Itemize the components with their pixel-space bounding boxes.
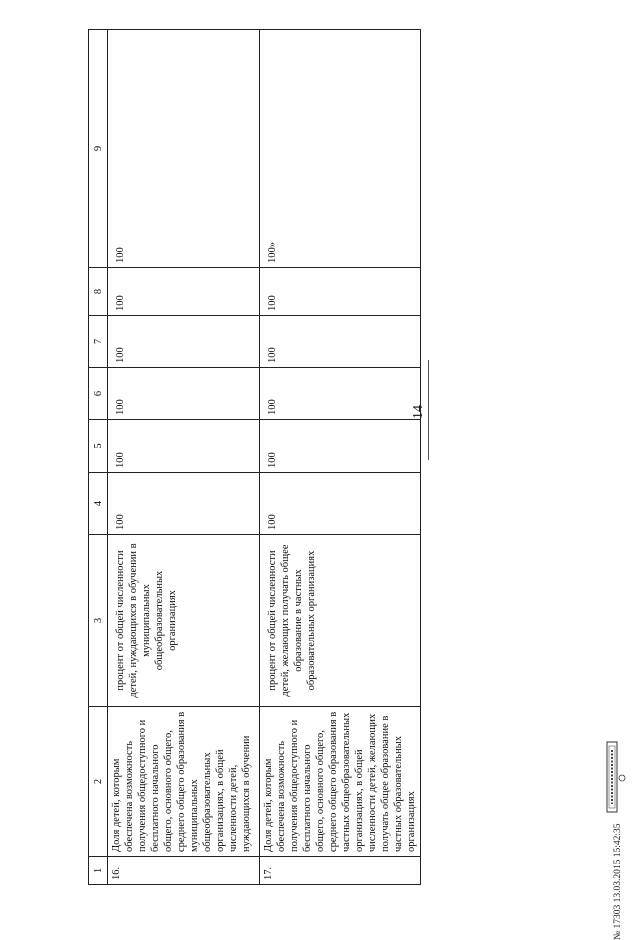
- header-cell: 1: [89, 857, 108, 885]
- indicators-table: [88, 29, 421, 885]
- value-cell: 100»: [260, 30, 421, 268]
- value-cell: 100: [108, 420, 260, 473]
- header-cell: 5: [89, 420, 108, 473]
- unit-cell: процент от общей численности детей, желающих получать общее образование в частных образовательных организациях: [260, 535, 421, 707]
- separator-line: [428, 360, 429, 460]
- header-cell: 4: [89, 473, 108, 535]
- header-cell: 8: [89, 268, 108, 316]
- table-row: [108, 30, 260, 885]
- value-cell: 100: [260, 368, 421, 420]
- header-cell: 7: [89, 316, 108, 368]
- value-cell: 100: [260, 420, 421, 473]
- row-number: 16.: [108, 857, 260, 885]
- rotated-table-container: [88, 30, 415, 885]
- value-cell: 100: [260, 473, 421, 535]
- value-cell: 100: [108, 368, 260, 420]
- page-number: 14: [411, 405, 426, 419]
- indicator-cell: Доля детей, которым обеспечена возможность получения общедоступного и бесплатного начального общего, основного общего, среднего общего образования в муниципальных общеобразовательных организациях, в общей численности детей, нуждающихся в обучении: [108, 707, 260, 857]
- table-row: [260, 30, 421, 885]
- header-cell: 6: [89, 368, 108, 420]
- unit-cell: процент от общей численности детей, нуждающихся в обучении в муниципальных общеобразовательных организациях: [108, 535, 260, 707]
- value-cell: 100: [108, 473, 260, 535]
- header-cell: 2: [89, 707, 108, 857]
- value-cell: 100: [108, 316, 260, 368]
- header-cell: 3: [89, 535, 108, 707]
- value-cell: 100: [108, 268, 260, 316]
- indicator-cell: Доля детей, которым обеспечена возможность получения общедоступного и бесплатного начального общего, основного общего, среднего общего образования в частных общеобразовательных организациях, в общей численности детей, желающих получать общее образование в частных образовательных организациях: [260, 707, 421, 857]
- value-cell: 100: [260, 316, 421, 368]
- table-header-row: [89, 30, 108, 885]
- header-cell: 9: [89, 30, 108, 268]
- registration-stamp: № 17303 13.03.2015 15:42:35: [613, 823, 623, 940]
- value-cell: 100: [108, 30, 260, 268]
- row-number: 17.: [260, 857, 421, 885]
- value-cell: 100: [260, 268, 421, 316]
